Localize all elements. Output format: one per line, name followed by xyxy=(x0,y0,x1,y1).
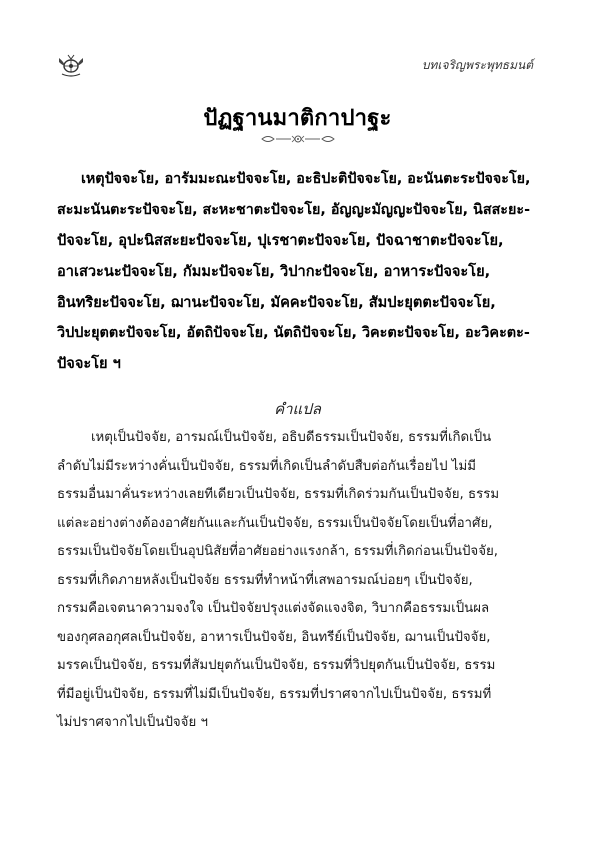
translation-text-block xyxy=(57,424,535,738)
translation-line: มรรคเป็นปัจจัย, ธรรมที่สัมปยุตกันเป็นปัจจัย, ธรรมที่วิปยุตกันเป็นปัจจัย, ธรรม xyxy=(57,658,496,673)
pali-line: ปัจจะโย ฯ xyxy=(57,355,121,373)
translation-line: แต่ละอย่างต่างต้องอาศัยกันและกันเป็นปัจจัย, ธรรมเป็นปัจจัยโดยเป็นที่อาศัย, xyxy=(57,515,493,531)
page-title: ปัฏฐานมาติกาปาฐะ xyxy=(203,106,392,131)
pali-line: อินทริยะปัจจะโย, ฌานะปัจจะโย, มัคคะปัจจะโย, สัมปะยุตตะปัจจะโย, xyxy=(57,293,496,311)
translation-line: กรรมคือเจตนาความจงใจ เป็นปัจจัยปรุงแต่งจัดแจงจิต, วิบากคือธรรมเป็นผล xyxy=(57,601,490,616)
translation-line: ของกุศลอกุศลเป็นปัจจัย, อาหารเป็นปัจจัย, อินทรีย์เป็นปัจจัย, ฌานเป็นปัจจัย, xyxy=(57,629,491,645)
decorative-divider-icon xyxy=(258,132,338,146)
translation-line: ธรรมเป็นปัจจัยโดยเป็นอุปนิสัยที่อาศัยอย่างแรงกล้า, ธรรมที่เกิดก่อนเป็นปัจจัย, xyxy=(57,544,499,559)
translation-heading: คำแปล xyxy=(274,400,321,418)
pali-line: ปัจจะโย, อุปะนิสสะยะปัจจะโย, ปุเรชาตะปัจจะโย, ปัจฉาชาตะปัจจะโย, xyxy=(57,231,504,249)
translation-line: ไม่ปราศจากไปเป็นปัจจัย ฯ xyxy=(57,715,208,730)
translation-line: เหตุเป็นปัจจัย, อารมณ์เป็นปัจจัย, อธิบดีธรรมเป็นปัจจัย, ธรรมที่เกิดเป็น xyxy=(91,430,492,445)
translation-line: ธรรมที่เกิดภายหลังเป็นปัจจัย ธรรมที่ทำหน้าที่เสพอารมณ์บ่อยๆ เป็นปัจจัย, xyxy=(57,572,473,588)
running-header: บทเจริญพระพุทธมนต์ xyxy=(421,58,533,72)
pali-text-block xyxy=(57,164,535,380)
translation-line: ลำดับไม่มีระหว่างคั่นเป็นปัจจัย, ธรรมที่เกิดเป็นลำดับสืบต่อกันเรื่อยไป ไม่มี xyxy=(57,458,476,474)
dharma-wheel-emblem-icon xyxy=(56,52,86,78)
translation-line: ธรรมอื่นมาคั่นระหว่างเลยทีเดียวเป็นปัจจัย, ธรรมที่เกิดร่วมกันเป็นปัจจัย, ธรรม xyxy=(57,487,500,502)
pali-line: สะมะนันตะระปัจจะโย, สะหะชาตะปัจจะโย, อัญญะมัญญะปัจจะโย, นิสสะยะ- xyxy=(57,201,531,218)
pali-line: อาเสวะนะปัจจะโย, กัมมะปัจจะโย, วิปากะปัจจะโย, อาหาระปัจจะโย, xyxy=(57,262,491,280)
pali-line: วิปปะยุตตะปัจจะโย, อัตถิปัจจะโย, นัตถิปัจจะโย, วิคะตะปัจจะโย, อะวิคะตะ- xyxy=(57,325,530,342)
translation-line: ที่มีอยู่เป็นปัจจัย, ธรรมที่ไม่มีเป็นปัจจัย, ธรรมที่ปราศจากไปเป็นปัจจัย, ธรรมที่ xyxy=(57,686,492,702)
pali-line: เหตุปัจจะโย, อารัมมะณะปัจจะโย, อะธิปะติปัจจะโย, อะนันตะระปัจจะโย, xyxy=(81,171,531,187)
